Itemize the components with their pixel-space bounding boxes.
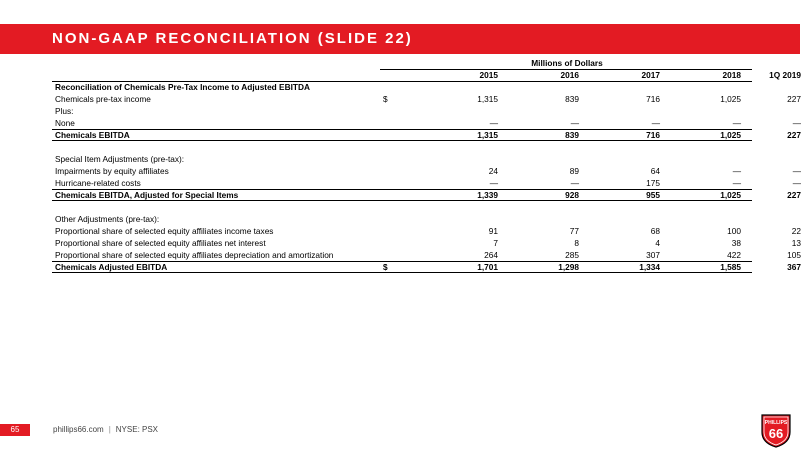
cell: 716 [646,94,660,104]
cell: 955 [646,190,660,200]
table-row [52,177,801,189]
row-label: Proportional share of selected equity affiliates depreciation and amortization [55,250,334,260]
cell: 264 [484,250,498,260]
table-row [52,165,801,177]
footer-separator: | [108,425,111,434]
row-label: Chemicals EBITDA, Adjusted for Special Items [55,190,239,200]
row-label: Proportional share of selected equity affiliates income taxes [55,226,274,236]
cell: 1,585 [720,262,741,272]
row-label: Hurricane-related costs [55,178,141,188]
cell: 227 [787,190,801,200]
spacer [52,141,752,153]
subsection-heading-row [52,153,752,165]
cell: — [792,178,801,188]
cell: 1,025 [720,130,741,140]
cell: 38 [731,238,741,248]
table-row [52,225,801,237]
cell: 1,025 [720,94,741,104]
reconciliation-table [52,57,801,273]
cell: — [570,178,579,188]
row-label: Chemicals EBITDA [55,130,130,140]
currency-symbol: $ [383,94,388,104]
footer-ticker: NYSE: PSX [115,425,159,434]
cell: 105 [787,250,801,260]
spacer [52,201,752,213]
currency-symbol: $ [383,262,388,272]
cell: — [732,178,741,188]
cell: 7 [493,238,498,248]
cell: 1,339 [477,190,498,200]
total-row [52,129,801,141]
grand-total-row [52,261,801,273]
cell: 1,298 [558,262,579,272]
section-heading: Reconciliation of Chemicals Pre-Tax Income to Adjusted EBITDA [55,82,310,92]
cell: 175 [646,178,660,188]
cell: 4 [655,238,660,248]
cell: — [651,118,660,128]
cell: — [792,166,801,176]
cell: 89 [569,166,579,176]
cell: 77 [569,226,579,236]
cell: 68 [650,226,660,236]
cell: 1,701 [477,262,498,272]
cell: 928 [565,190,579,200]
total-row [52,189,801,201]
cell: 13 [791,238,801,248]
cell: 1,315 [477,130,498,140]
cell: 100 [727,226,741,236]
col-header-2018: 2018 [722,70,741,80]
subsection-heading-row [52,213,752,225]
cell: 22 [791,226,801,236]
units-header-row [52,57,752,69]
cell: 422 [727,250,741,260]
cell: 64 [650,166,660,176]
cell: — [570,118,579,128]
section-heading-row [52,81,752,93]
cell: 8 [574,238,579,248]
table-row [52,237,801,249]
cell: 1,334 [639,262,660,272]
units-header: Millions of Dollars [531,58,603,68]
cell: 716 [646,130,660,140]
col-header-1q2019: 1Q 2019 [769,70,801,80]
title-bar [0,24,800,54]
cell: — [732,166,741,176]
footer-text [53,423,158,437]
table-row [52,93,801,105]
cell: 285 [565,250,579,260]
logo-top-text: PHILLIPS [764,420,788,426]
row-label: Impairments by equity affiliates [55,166,169,176]
cell: 307 [646,250,660,260]
cell: 1,315 [477,94,498,104]
phillips66-logo-icon [758,412,794,448]
row-label: None [55,118,75,128]
cell: 839 [565,94,579,104]
cell: 24 [488,166,498,176]
col-header-2017: 2017 [641,70,660,80]
cell: 227 [787,130,801,140]
row-label: Proportional share of selected equity affiliates net interest [55,238,266,248]
row-label: Plus: [55,106,74,116]
cell: 839 [565,130,579,140]
footer-website[interactable]: phillips66.com [53,425,104,434]
row-label: Chemicals pre-tax income [55,94,151,104]
cell: — [732,118,741,128]
cell: — [489,118,498,128]
slide-title: NON-GAAP RECONCILIATION (SLIDE 22) [52,30,413,47]
cell: 367 [787,262,801,272]
cell: — [489,178,498,188]
cell: 91 [488,226,498,236]
cell: 227 [787,94,801,104]
subsection-heading: Other Adjustments (pre-tax): [55,214,160,224]
col-header-2015: 2015 [479,70,498,80]
logo-number: 66 [768,426,784,441]
table-row [52,105,752,117]
table-row [52,249,801,261]
table-row [52,117,801,129]
row-label: Chemicals Adjusted EBITDA [55,262,168,272]
col-header-2016: 2016 [560,70,579,80]
column-header-row [52,69,801,81]
subsection-heading: Special Item Adjustments (pre-tax): [55,154,185,164]
cell: 1,025 [720,190,741,200]
page-number: 65 [0,424,30,436]
cell: — [792,118,801,128]
